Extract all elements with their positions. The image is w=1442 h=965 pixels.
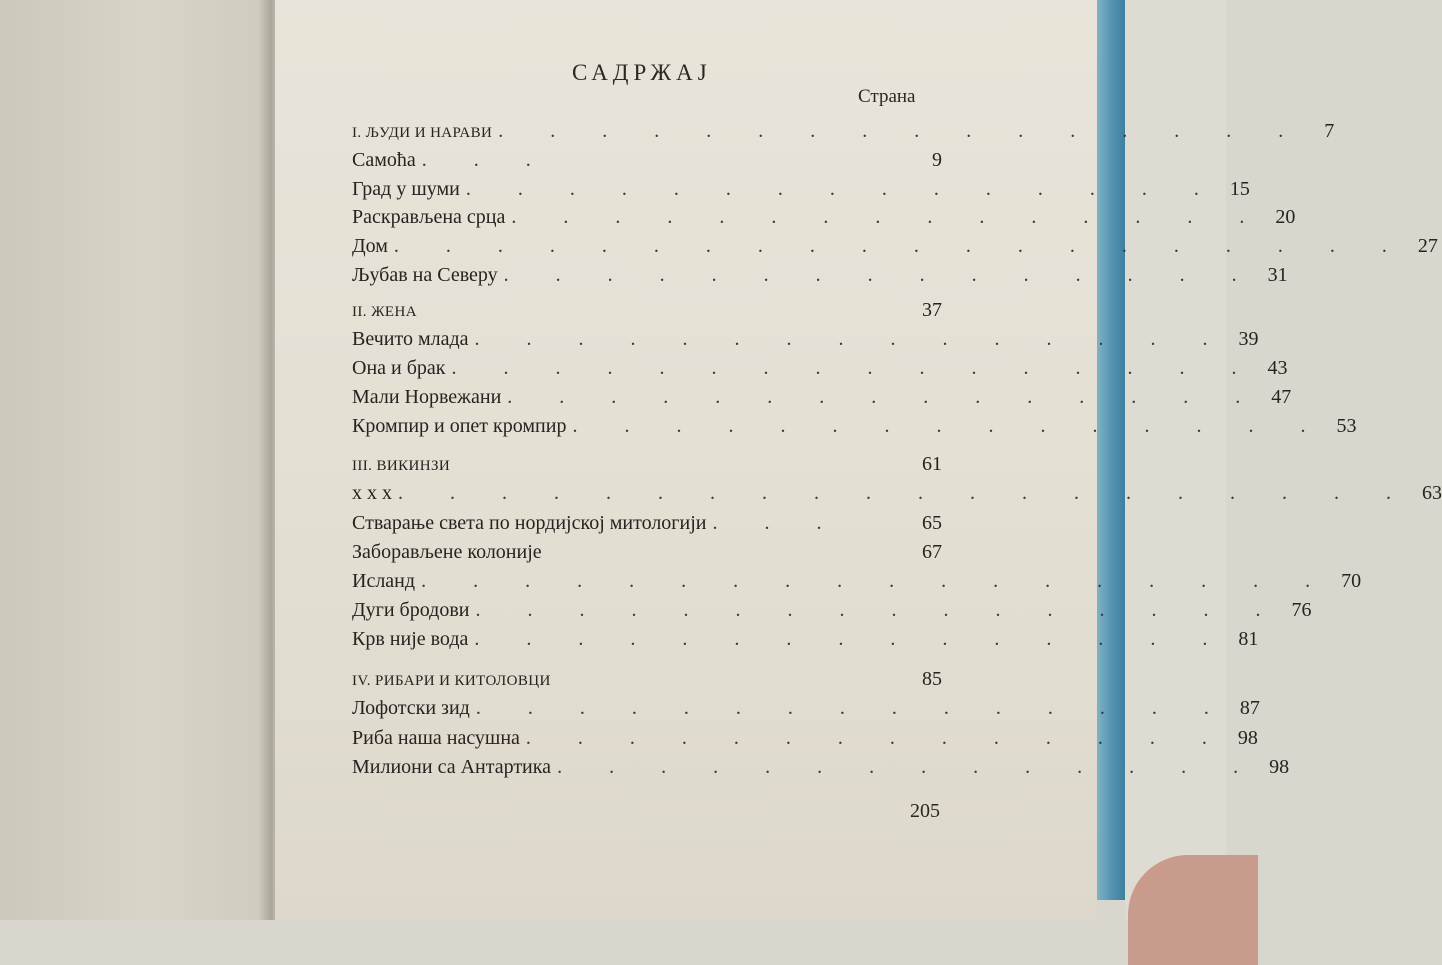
leader-dots: . . . . . . . . . . . . . . . <box>507 386 1262 408</box>
leader-dots: . . . . . . . . . . . . . . . <box>465 178 1220 200</box>
toc-label: Кромпир и опет кромпир <box>352 415 567 437</box>
toc-label: x x x <box>352 482 392 504</box>
toc-entry <box>352 264 1288 290</box>
leader-dots: . . . . . . . . . . . . . . . <box>474 328 1229 350</box>
toc-page: 15 <box>1229 178 1250 200</box>
leader-dots: . . . . . . . . . . . . . . . . <box>475 599 1282 621</box>
leader-dots: . . . . . . . . . . . . . . . <box>474 628 1229 650</box>
toc-label: Стварање света по нордијској митологији <box>352 512 707 534</box>
toc-label: Дуги бродови <box>352 599 470 621</box>
toc-entry <box>352 570 1362 596</box>
toc-page: 70 <box>1341 570 1362 592</box>
toc-page: 39 <box>1238 328 1259 350</box>
toc-page: 37 <box>922 299 942 321</box>
toc-label: Лофотски зид <box>352 697 470 719</box>
toc-section <box>352 120 1335 146</box>
toc-label: Град у шуми <box>352 178 460 200</box>
toc-entry <box>352 756 1290 782</box>
leader-dots: . . . . . . . . . . . . . . . . <box>498 120 1305 142</box>
toc-label: Заборављене колоније <box>352 541 542 563</box>
toc-entry <box>352 178 1250 204</box>
leader-dots: . . . . . . . . . . . . . . . <box>572 415 1327 437</box>
leader-dots: . . . . . . . . . . . . . . . <box>475 697 1230 719</box>
toc-label: Љубав на Северу <box>352 264 498 286</box>
left-page <box>0 0 272 920</box>
leader-dots: . . . . . . . . . . . . . . . . . . . . <box>393 235 1408 257</box>
toc-label: Мали Норвежани <box>352 386 502 408</box>
toc-page: 61 <box>922 453 942 475</box>
toc-label: Риба наша насушна <box>352 727 520 749</box>
toc-page: 9 <box>932 149 942 171</box>
toc-page: 63 <box>1422 482 1442 504</box>
toc-entry <box>352 541 942 567</box>
toc-label: II. ЖЕНА <box>352 304 417 320</box>
toc-entry <box>352 149 942 175</box>
toc-page: 31 <box>1267 264 1288 286</box>
toc-section <box>352 668 942 694</box>
contents-heading: САДРЖАЈ <box>572 60 712 85</box>
toc-page: 27 <box>1417 235 1438 257</box>
toc-label: Милиони са Антартика <box>352 756 552 778</box>
toc-entry <box>352 357 1288 383</box>
toc-entry <box>352 235 1438 261</box>
toc-page: 81 <box>1238 628 1259 650</box>
toc-label: IV. РИБАРИ И КИТОЛОВЦИ <box>352 673 551 689</box>
toc-page: 65 <box>922 512 942 534</box>
leader-dots: . . . . . . . . . . . . . . . . . . <box>421 570 1332 592</box>
leader-dots: . . . <box>421 149 552 171</box>
leader-dots: . . . . . . . . . . . . . . . <box>511 206 1266 228</box>
page-column-label: Страна <box>858 86 916 107</box>
leader-dots: . . . . . . . . . . . . . . . . . . . . <box>398 482 1412 504</box>
leader-dots: . . . . . . . . . . . . . . <box>525 727 1228 749</box>
toc-page: 53 <box>1336 415 1357 437</box>
toc-entry <box>352 512 942 538</box>
toc-page: 98 <box>1269 756 1290 778</box>
toc-section <box>352 453 942 479</box>
toc-page: 7 <box>1324 120 1335 142</box>
holding-thumb <box>1128 855 1258 965</box>
toc-entry <box>352 697 1260 723</box>
toc-page: 98 <box>1237 727 1258 749</box>
leader-dots: . . . . . . . . . . . . . . <box>557 756 1260 778</box>
toc-label: Раскрављена срца <box>352 206 506 228</box>
toc-label: Исланд <box>352 570 416 592</box>
toc-entry <box>352 599 1312 625</box>
toc-entry <box>352 628 1259 654</box>
toc-label: I. ЉУДИ И НАРАВИ <box>352 125 493 141</box>
leader-dots: . . . . . . . . . . . . . . . . <box>451 357 1258 379</box>
toc-page: 87 <box>1239 697 1260 719</box>
toc-page: 76 <box>1291 599 1312 621</box>
toc-label: Крв није вода <box>352 628 469 650</box>
toc-entry <box>352 328 1259 354</box>
page-number: 205 <box>910 800 940 822</box>
toc-entry <box>352 482 1442 508</box>
toc-page: 20 <box>1275 206 1296 228</box>
toc-label: Она и брак <box>352 357 446 379</box>
toc-label: Вечито млада <box>352 328 469 350</box>
toc-entry <box>352 206 1296 232</box>
toc-label: Дом <box>352 235 388 257</box>
toc-entry <box>352 386 1292 412</box>
toc-section <box>352 299 942 325</box>
toc-label: Самоћа <box>352 149 416 171</box>
toc-page: 85 <box>922 668 942 690</box>
leader-dots: . . . <box>712 512 843 534</box>
toc-entry <box>352 727 1258 753</box>
toc-page: 67 <box>922 541 942 563</box>
toc-entry <box>352 415 1357 441</box>
toc-page: 47 <box>1271 386 1292 408</box>
toc-label: III. ВИКИНЗИ <box>352 458 451 474</box>
toc-page: 43 <box>1267 357 1288 379</box>
leader-dots: . . . . . . . . . . . . . . . <box>503 264 1258 286</box>
